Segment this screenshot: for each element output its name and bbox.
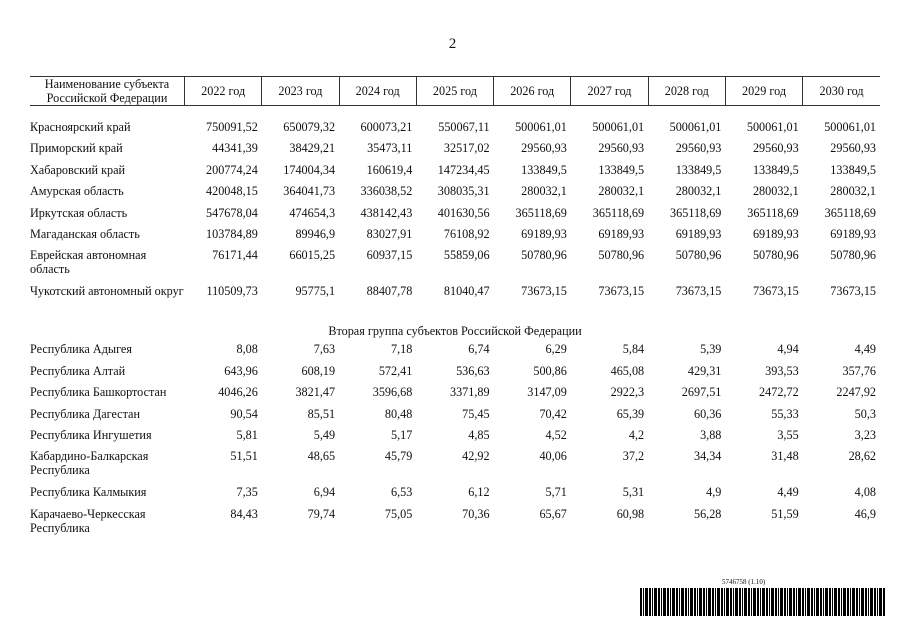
barcode-bar (789, 588, 792, 616)
barcode-bar (832, 588, 833, 616)
header-year: 2028 год (648, 77, 725, 106)
value-cell: 500061,01 (824, 120, 876, 134)
value-cell: 44341,39 (212, 141, 258, 156)
value-cell: 8,08 (236, 342, 258, 357)
barcode-image (640, 588, 888, 616)
barcode-bar (654, 588, 657, 616)
barcode-bar (778, 588, 779, 616)
value-cell: 280032,1 (675, 184, 722, 199)
value-cell: 365118,69 (592, 205, 645, 220)
header-subject: Наименование субъекта Российской Федерации (30, 77, 185, 106)
value-cell: 3,88 (700, 427, 722, 442)
barcode-bar (751, 588, 752, 616)
subject-name-cell: Магаданская область (30, 226, 140, 241)
value-cell: 133849,5 (521, 162, 567, 177)
barcode-bar (690, 588, 693, 616)
barcode-bar (717, 588, 720, 616)
barcode-bar (829, 588, 831, 616)
value-cell: 6,94 (313, 485, 336, 500)
barcode-bar (877, 588, 878, 616)
subject-name-cell: Иркутская область (30, 205, 128, 220)
barcode-bar (802, 588, 804, 616)
table-row (30, 163, 880, 184)
value-cell: 160619,4 (366, 162, 413, 177)
barcode-bar (699, 588, 702, 616)
value-cell: 70,42 (539, 406, 567, 421)
subject-name-cell: Амурская область (30, 184, 124, 199)
value-cell: 608,19 (301, 363, 336, 378)
barcode-bar (805, 588, 806, 616)
value-cell: 4046,26 (218, 385, 258, 400)
value-cell: 2247,92 (836, 385, 876, 400)
value-cell: 3596,68 (372, 385, 413, 400)
value-cell: 38429,21 (289, 141, 336, 156)
barcode-bar (843, 588, 846, 616)
value-cell: 643,96 (224, 363, 258, 378)
barcode-bar (859, 588, 860, 616)
value-cell: 60,98 (616, 506, 645, 521)
table-row (30, 485, 880, 506)
value-cell: 56,28 (693, 506, 722, 521)
barcode-bar (865, 588, 867, 616)
value-cell: 110509,73 (206, 284, 258, 299)
subject-name-cell: Республика Дагестан (30, 406, 140, 421)
value-cell: 3,23 (854, 427, 876, 442)
value-cell: 4,94 (777, 342, 799, 357)
barcode-bar (672, 588, 675, 616)
subject-name-cell: Республика Башкортостан (30, 385, 167, 400)
value-cell: 650079,32 (283, 120, 336, 134)
table-row (30, 385, 880, 406)
value-cell: 69189,93 (830, 226, 876, 241)
value-cell: 65,67 (539, 506, 567, 521)
value-cell: 80,48 (384, 406, 413, 421)
value-cell: 7,63 (313, 342, 336, 357)
barcode-bar (870, 588, 873, 616)
table-row (30, 364, 880, 385)
table-header-row (30, 77, 880, 106)
barcode-bar (775, 588, 777, 616)
subject-name-cell: Приморский край (30, 141, 123, 156)
value-cell: 4,08 (854, 485, 876, 500)
value-cell: 280032,1 (598, 184, 645, 199)
header-year: 2024 год (339, 77, 416, 106)
value-cell: 50780,96 (752, 248, 799, 263)
value-cell: 600073,21 (360, 120, 413, 134)
value-cell: 550067,11 (438, 120, 490, 134)
value-cell: 60,36 (693, 406, 722, 421)
value-cell: 73673,15 (675, 284, 722, 299)
value-cell: 5,49 (313, 427, 336, 442)
table-row (30, 120, 880, 141)
value-cell: 75,45 (462, 406, 490, 421)
value-cell: 5,31 (622, 485, 645, 500)
value-cell: 51,59 (771, 506, 799, 521)
value-cell: 3,55 (777, 427, 799, 442)
value-cell: 32517,02 (443, 141, 490, 156)
subject-name-cell: Республика Адыгея (30, 342, 132, 357)
group-heading-row (30, 320, 880, 342)
barcode-bar (852, 588, 855, 616)
barcode-bar (681, 588, 684, 616)
value-cell: 401630,56 (437, 205, 490, 220)
value-cell: 280032,1 (752, 184, 799, 199)
value-cell: 95775,1 (295, 284, 336, 299)
header-year: 2029 год (725, 77, 802, 106)
barcode-bar (879, 588, 882, 616)
barcode-bar (762, 588, 765, 616)
subject-name-cell: Кабардино-Балкарская Республика (30, 449, 149, 478)
value-cell: 75,05 (384, 506, 413, 521)
barcode-bar (667, 588, 669, 616)
value-cell: 66015,25 (289, 248, 336, 263)
value-cell: 73673,15 (752, 284, 799, 299)
value-cell: 5,71 (545, 485, 567, 500)
value-cell: 84,43 (230, 506, 258, 521)
value-cell: 5,81 (236, 427, 258, 442)
value-cell: 60937,15 (366, 248, 413, 263)
value-cell: 4,49 (777, 485, 799, 500)
subject-name-cell: Республика Калмыкия (30, 485, 147, 500)
value-cell: 35473,11 (367, 141, 413, 156)
value-cell: 6,53 (391, 485, 413, 500)
value-cell: 103784,89 (206, 226, 258, 241)
page-number: 2 (448, 36, 457, 52)
barcode-bar (811, 588, 813, 616)
barcode-bar (856, 588, 858, 616)
barcode-bar (760, 588, 761, 616)
value-cell: 393,53 (765, 363, 799, 378)
value-cell: 69189,93 (598, 226, 645, 241)
barcode-bar (868, 588, 869, 616)
value-cell: 40,06 (539, 449, 567, 464)
barcode-bar (703, 588, 705, 616)
barcode-bar (708, 588, 711, 616)
value-cell: 29560,93 (675, 141, 722, 156)
value-cell: 429,31 (687, 363, 722, 378)
barcode-bar (721, 588, 723, 616)
value-cell: 5,17 (391, 427, 413, 442)
barcode-bar (769, 588, 770, 616)
header-year: 2025 год (416, 77, 493, 106)
barcode-bar (814, 588, 815, 616)
value-cell: 65,39 (616, 406, 645, 421)
barcode-bar (658, 588, 660, 616)
value-cell: 3371,89 (449, 385, 490, 400)
barcode-bar (780, 588, 783, 616)
barcode-bar (757, 588, 759, 616)
barcode-bar (645, 588, 648, 616)
value-cell: 280032,1 (830, 184, 876, 199)
value-cell: 79,74 (307, 506, 336, 521)
value-cell: 83027,91 (366, 226, 413, 241)
barcode-bar (883, 588, 885, 616)
value-cell: 2472,72 (759, 385, 799, 400)
barcode-bar (724, 588, 725, 616)
barcode-bar (679, 588, 680, 616)
barcode-bar (733, 588, 734, 616)
barcode-bar (643, 588, 644, 616)
value-cell: 536,63 (456, 363, 490, 378)
table-row (30, 141, 880, 162)
barcode-bar (798, 588, 801, 616)
subject-name-cell: Красноярский край (30, 120, 131, 134)
barcode-bar (784, 588, 786, 616)
value-cell: 465,08 (610, 363, 645, 378)
barcode-bar (688, 588, 689, 616)
value-cell: 500061,01 (746, 120, 799, 134)
barcode-bar (640, 588, 642, 616)
budget-table (30, 76, 880, 543)
barcode-bar (793, 588, 795, 616)
table-row (30, 407, 880, 428)
barcode-bar (823, 588, 824, 616)
table-row (30, 206, 880, 227)
header-year: 2027 год (571, 77, 648, 106)
value-cell: 48,65 (307, 449, 336, 464)
value-cell: 4,85 (468, 427, 490, 442)
value-cell: 45,79 (384, 449, 413, 464)
header-year: 2030 год (803, 77, 880, 106)
value-cell: 365118,69 (670, 205, 722, 220)
barcode-bar (661, 588, 662, 616)
barcode-bar (771, 588, 774, 616)
value-cell: 89946,9 (295, 226, 336, 241)
barcode-bar (874, 588, 876, 616)
value-cell: 88407,78 (366, 284, 413, 299)
value-cell: 51,51 (230, 449, 258, 464)
value-cell: 133849,5 (752, 162, 799, 177)
value-cell: 34,34 (693, 449, 722, 464)
barcode-bar (685, 588, 687, 616)
barcode-bar (706, 588, 707, 616)
value-cell: 572,41 (378, 363, 413, 378)
value-cell: 3147,09 (527, 385, 567, 400)
value-cell: 6,12 (468, 485, 490, 500)
value-cell: 5,84 (622, 342, 645, 357)
value-cell: 2922,3 (610, 385, 645, 400)
value-cell: 70,36 (462, 506, 490, 521)
value-cell: 76171,44 (212, 248, 258, 263)
value-cell: 76108,92 (443, 226, 490, 241)
subject-name-cell: Республика Алтай (30, 363, 126, 378)
barcode-label: 5746758 (1.10) (722, 578, 766, 586)
barcode-bar (861, 588, 864, 616)
barcode-bar (847, 588, 849, 616)
value-cell: 50,3 (854, 406, 876, 421)
value-cell: 31,48 (771, 449, 799, 464)
value-cell: 42,92 (462, 449, 490, 464)
barcode-bar (730, 588, 732, 616)
value-cell: 50780,96 (521, 248, 567, 263)
barcode-bar (807, 588, 810, 616)
table-row (30, 227, 880, 248)
value-cell: 73673,15 (521, 284, 567, 299)
subject-name-cell: Хабаровский край (30, 162, 126, 177)
barcode-bar (744, 588, 747, 616)
subject-name-cell: Республика Ингушетия (30, 427, 152, 442)
barcode-bar (841, 588, 842, 616)
value-cell: 50780,96 (675, 248, 722, 263)
barcode-bar (735, 588, 738, 616)
value-cell: 308035,31 (437, 184, 490, 199)
barcode-bar (796, 588, 797, 616)
group-heading: Вторая группа субъектов Российской Федерации (328, 324, 582, 339)
value-cell: 50780,96 (830, 248, 876, 263)
value-cell: 4,49 (854, 342, 876, 357)
barcode-bar (742, 588, 743, 616)
value-cell: 357,76 (842, 363, 876, 378)
barcode-bar (712, 588, 714, 616)
value-cell: 73673,15 (830, 284, 876, 299)
barcode-bar (739, 588, 741, 616)
value-cell: 73673,15 (598, 284, 645, 299)
barcode-bar (697, 588, 698, 616)
table-row (30, 248, 880, 284)
value-cell: 438142,43 (360, 205, 413, 220)
barcode-bar (766, 588, 768, 616)
barcode-bar (726, 588, 729, 616)
subject-name-cell: Чукотский автономный округ (30, 284, 184, 299)
value-cell: 55,33 (771, 406, 799, 421)
value-cell: 4,52 (545, 427, 567, 442)
table-row (30, 284, 880, 320)
value-cell: 46,9 (854, 506, 876, 521)
value-cell: 365118,69 (515, 205, 567, 220)
value-cell: 5,39 (700, 342, 722, 357)
value-cell: 4,9 (706, 485, 722, 500)
value-cell: 55859,06 (443, 248, 490, 263)
barcode-bar (838, 588, 840, 616)
value-cell: 147234,45 (437, 162, 490, 177)
subject-name-cell: Карачаево-Черкесская Республика (30, 506, 146, 535)
value-cell: 500061,01 (592, 120, 645, 134)
value-cell: 500061,01 (515, 120, 567, 134)
value-cell: 365118,69 (747, 205, 799, 220)
value-cell: 474654,3 (289, 205, 336, 220)
value-cell: 133849,5 (830, 162, 876, 177)
value-cell: 365118,69 (824, 205, 876, 220)
header-year: 2022 год (185, 77, 262, 106)
value-cell: 500061,01 (669, 120, 722, 134)
value-cell: 3821,47 (295, 385, 336, 400)
barcode-bar (663, 588, 666, 616)
value-cell: 420048,15 (206, 184, 258, 199)
value-cell: 4,2 (628, 427, 645, 442)
barcode-bar (649, 588, 651, 616)
barcode-bar (652, 588, 653, 616)
barcode-bar (670, 588, 671, 616)
value-cell: 547678,04 (206, 205, 258, 220)
barcode-bar (753, 588, 756, 616)
value-cell: 85,51 (307, 406, 336, 421)
value-cell: 6,29 (545, 342, 567, 357)
table-row (30, 184, 880, 205)
value-cell: 29560,93 (830, 141, 876, 156)
value-cell: 364041,73 (283, 184, 336, 199)
value-cell: 37,2 (622, 449, 645, 464)
barcode-bar (748, 588, 750, 616)
value-cell: 81040,47 (443, 284, 490, 299)
table-row (30, 507, 880, 543)
value-cell: 69189,93 (675, 226, 722, 241)
value-cell: 90,54 (230, 406, 258, 421)
value-cell: 750091,52 (206, 120, 258, 134)
value-cell: 500,86 (533, 363, 567, 378)
value-cell: 200774,24 (206, 162, 258, 177)
barcode-bar (834, 588, 837, 616)
value-cell: 7,18 (391, 342, 413, 357)
table-row (30, 428, 880, 449)
value-cell: 133849,5 (675, 162, 722, 177)
barcode-bar (825, 588, 828, 616)
barcode-bar (787, 588, 788, 616)
value-cell: 50780,96 (598, 248, 645, 263)
barcode-bar (676, 588, 678, 616)
value-cell: 69189,93 (521, 226, 567, 241)
value-cell: 69189,93 (752, 226, 799, 241)
value-cell: 6,74 (468, 342, 490, 357)
barcode-bar (820, 588, 822, 616)
value-cell: 133849,5 (598, 162, 645, 177)
subject-name-cell: Еврейская автономная область (30, 248, 147, 277)
value-cell: 336038,52 (360, 184, 413, 199)
value-cell: 29560,93 (521, 141, 567, 156)
value-cell: 29560,93 (752, 141, 799, 156)
barcode-bar (850, 588, 851, 616)
value-cell: 7,35 (236, 485, 258, 500)
barcode-bar (816, 588, 819, 616)
table-row (30, 449, 880, 485)
barcode-bar (694, 588, 696, 616)
header-year: 2023 год (262, 77, 339, 106)
header-year: 2026 год (494, 77, 571, 106)
value-cell: 2697,51 (681, 385, 722, 400)
value-cell: 28,62 (848, 449, 876, 464)
table-row (30, 342, 880, 363)
barcode-bar (715, 588, 716, 616)
value-cell: 280032,1 (521, 184, 567, 199)
value-cell: 174004,34 (283, 162, 336, 177)
value-cell: 29560,93 (598, 141, 645, 156)
